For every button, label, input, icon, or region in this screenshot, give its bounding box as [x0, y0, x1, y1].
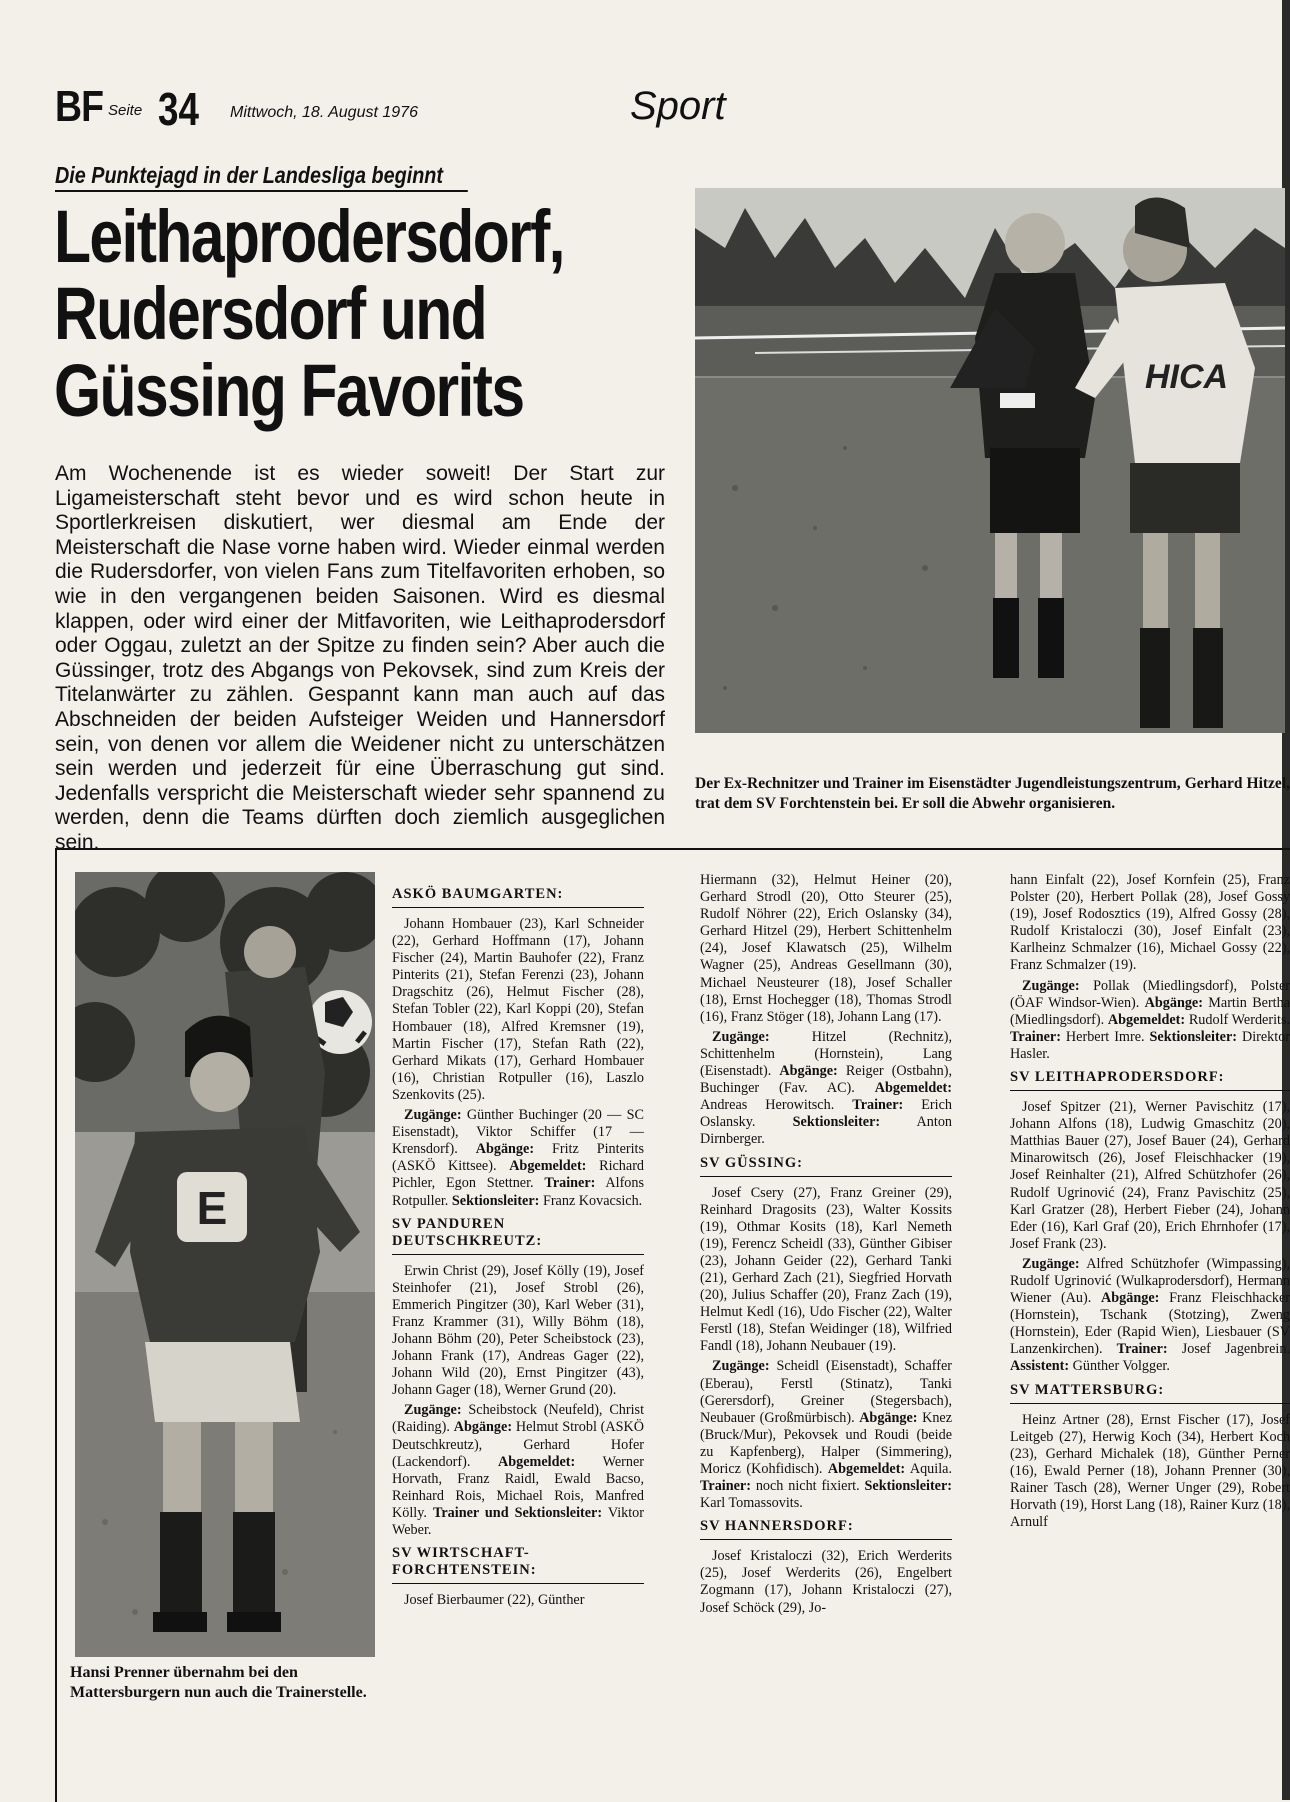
team-heading: SV PANDUREN DEUTSCHKREUTZ: [392, 1216, 644, 1255]
label: Zugänge: [404, 1402, 462, 1419]
headline-line: Güssing Favorits [54, 349, 524, 432]
label: Abgänge: [1144, 994, 1203, 1011]
label: Abgemeldet: [874, 1080, 952, 1097]
abgaenge: Fritz Pinterits (ASKÖ Kittsee). [392, 1141, 644, 1175]
team-players: hann Einfalt (22), Josef Kornfein (25), Franz Polster (20), Herbert Pollak (28), Josef Gossy (19), Josef Rodosztics (19), Alfred Gossy (28), Rudolf Kristaloczi (30), Josef Einfalt (23), Karlheinz Schmalzer (16), Michael Gossy (22), Franz Schmalzer (19). [1010, 872, 1290, 974]
label: Sektionsleiter: [1149, 1028, 1237, 1045]
headline-line: Leithaprodersdorf, [54, 195, 564, 278]
section-title: Sport [630, 84, 726, 128]
sektionsleiter: Karl Tomassovits. [700, 1495, 803, 1512]
label: Abgemeldet: [509, 1158, 587, 1175]
article-kicker: Die Punktejagd in der Landesliga beginnt [55, 160, 468, 192]
zugaenge: Scheibstock (Neufeld), Christ (Raiding). [392, 1402, 645, 1436]
label: Sektionsleiter: [864, 1478, 953, 1495]
abgemeldet: Werner Horvath, Franz Raidl, Ewald Bacso, Reinhard Rois, Michael Rois, Manfred Kölly. [392, 1453, 644, 1521]
trainer: Viktor Weber. [392, 1504, 645, 1538]
abgaenge: Martin Bertha (Miedlingsdorf). [1010, 994, 1290, 1028]
team-players: Heinz Artner (28), Ernst Fischer (17), Josef Leitgeb (27), Herwig Koch (34), Herbert Koch (23), Gerhard Michalek (18), Günther Perner (16), Ewald Perner (18), Johann Prenner (30), Rainer Tasch (28), Werner Unger (29), Robert Horvath (19), Horst Lang (18), Rainer Kurz (18), Arnulf [1010, 1411, 1290, 1531]
team-heading: SV WIRTSCHAFT-FORCHTENSTEIN: [392, 1545, 644, 1584]
roster-column-3 [1010, 872, 1290, 1534]
abgaenge: Franz Fleischhacker (Hornstein), Tschank (Stotzing), Zweng (Hornstein), Eder (Rapid Wien), Liesbauer (SV Lanzenkirchen). [1010, 1290, 1290, 1358]
team-players: Hiermann (32), Helmut Heiner (20), Gerhard Strodl (20), Otto Steurer (25), Rudolf Nöhrer (22), Erich Oslansky (34), Gerhard Hitzel (29), Herbert Schittenhelm (24), Josef Klawatsch (25), Wilhelm Wagner (25), Andreas Gesellmann (30), Michael Neusteurer (18), Josef Schaller (18), Ernst Hochegger (18), Thomas Strodl (16), Franz Stöger (18), Johann Lang (17). [700, 872, 952, 1025]
shirt-emblem: E [196, 1182, 228, 1234]
team-heading: SV LEITHAPRODERSDORF: [1010, 1069, 1290, 1091]
abgemeldet: Richard Pichler, Egon Stettner. [392, 1158, 645, 1192]
label: Sektionsleiter: [451, 1192, 540, 1209]
label: Trainer: [1116, 1341, 1168, 1358]
label: Abgemeldet: [1107, 1011, 1186, 1028]
label: Trainer: [544, 1175, 596, 1192]
team-heading: SV GÜSSING: [700, 1155, 952, 1177]
label: Trainer: [852, 1097, 904, 1114]
photo-caption-prenner: Hansi Prenner übernahm bei den Mattersburgern nun auch die Trainerstelle. [70, 1664, 367, 1701]
team-heading: SV MATTERSBURG: [1010, 1382, 1290, 1404]
trainer: Erich Oslansky. [700, 1097, 952, 1131]
article-headline [54, 195, 564, 432]
label: Abgänge: [475, 1141, 535, 1158]
zugaenge: Alfred Schützhofer (Wimpassing), Rudolf Ugrinović (Wulkaprodersdorf), Hermann Wiener (Au). [1010, 1255, 1290, 1307]
team-transfers [1010, 1256, 1290, 1376]
team-heading: SV HANNERSDORF: [700, 1518, 952, 1540]
abgemeldet: Rudolf Werderits. [1188, 1011, 1290, 1028]
label: Trainer: [1010, 1028, 1061, 1045]
abgemeldet: Andreas Herowitsch. [700, 1097, 835, 1114]
abgaenge: Knez (Bruck/Mur), Pekovsek und Roudi (beide zu Kapfenberg), Halper (Simmering), Moricz (Kohfidisch). [700, 1409, 953, 1477]
label: Zugänge: [404, 1107, 462, 1124]
sektionsleiter: Direktor Hasler. [1010, 1028, 1290, 1062]
zugaenge: Hitzel (Rechnitz), Schittenhelm (Hornstein), Lang (Eisenstadt). [700, 1028, 953, 1080]
photo-referee-and-player [695, 188, 1285, 733]
label: Zugänge: [1022, 1255, 1080, 1272]
team-players: Josef Csery (27), Franz Greiner (29), Reinhard Dragosits (23), Walter Kossits (19), Othmar Kosits (18), Karl Nemeth (19), Ferencz Scheidl (33), Günther Gibiser (23), Johann Geider (22), Gerhard Tanki (21), Gerhard Zach (21), Siegfried Horvath (20), Julius Schaffer (20), Franz Zach (19), Helmut Kedl (16), Udo Fischer (22), Walter Ferstl (18), Stefan Weidinger (18), Wilfried Fandl (18), Johann Neubauer (19). [700, 1184, 952, 1355]
trainer: Alfons Rotpuller. [392, 1175, 644, 1209]
trainer: Herbert Imre. [1065, 1028, 1145, 1045]
team-transfers [1010, 978, 1290, 1063]
team-transfers [392, 1107, 644, 1210]
team-players: Josef Kristaloczi (32), Erich Werderits (25), Josef Werderits (26), Engelbert Zogmann (17), Johann Kristaloczi (27), Josef Schöck (29), Jo- [700, 1548, 952, 1616]
page-label: Seite [108, 102, 143, 119]
zugaenge: Günther Buchinger (20 — SC Eisenstadt), Viktor Schiffer (17 — Krensdorf). [392, 1107, 644, 1158]
assistent: Günther Volgger. [1072, 1358, 1170, 1375]
page-number: 34 [158, 83, 199, 135]
photo-prenner-heading-ball [75, 872, 375, 1657]
team-players: Erwin Christ (29), Josef Kölly (19), Josef Steinhofer (21), Josef Strobl (26), Emmerich Pingitzer (30), Karl Weber (31), Franz Krammer (31), Willy Böhm (18), Johann Böhm (20), Peter Scheibstock (23), Johann Frank (17), Andreas Gager (22), Johann Wild (20), Ernst Pingitzer (43), Johann Gager (18), Werner Grund (20). [392, 1262, 644, 1399]
zugaenge: Pollak (Miedlingsdorf), Polster (ÖAF Windsor-Wien). [1010, 977, 1290, 1011]
label: Abgänge: [859, 1409, 918, 1426]
label: Abgänge: [779, 1063, 838, 1080]
label: Trainer: [700, 1478, 751, 1495]
roster-column-1 [392, 872, 644, 1612]
headline-line: Rudersdorf und [54, 272, 487, 355]
team-heading: ASKÖ BAUMGARTEN: [392, 886, 644, 908]
trainer: Josef Jagenbrein. [1181, 1341, 1290, 1358]
label: Trainer und Sektionsleiter: [432, 1504, 603, 1521]
label: Abgemeldet: [827, 1461, 906, 1477]
sektionsleiter: Franz Kovacsich. [542, 1192, 643, 1209]
roster-column-2 [700, 872, 952, 1620]
label: Zugänge: [712, 1358, 770, 1375]
team-transfers [392, 1402, 644, 1539]
abgaenge: Reiger (Ostbahn), Buchinger (Fav. AC). [700, 1063, 952, 1097]
label: Abgänge: [453, 1419, 513, 1436]
team-players: Josef Bierbaumer (22), Günther [404, 1592, 585, 1609]
team-transfers [700, 1029, 952, 1149]
abgemeldet: Aquila. [909, 1461, 952, 1477]
label: Sektionsleiter: [792, 1114, 881, 1131]
article-lede: Am Wochenende ist es wieder soweit! Der Start zur Ligameisterschaft steht bevor und es wird schon heute in Sportlerkreisen diskutiert, wer diesmal am Ende der Meisterschaft die Nase vorne haben wird. Wieder einmal werden die Rudersdorfer, von vielen Fans zum Titelfavoriten erhoben, so wie in den vergangenen beiden Saisonen. Wird es diesmal klappen, oder wird einer der Mitfavoriten, wie Leithaprodersdorf oder Oggau, zuletzt an der Spitze zu finden sein? Aber auch die Güssinger, trotz des Abgangs von Pekovsek, sind zum Kreis der Titelanwärter zu zählen. Gespannt kann man auch auf das Abschneiden der beiden Aufsteiger Weiden und Hannersdorf sein, von denen vor allem die Weidener nicht zu unterschätzen sein werden und jederzeit für eine Überraschung gut sind. Jedenfalls verspricht die Meisterschaft wieder sehr spannend zu werden, denn die Teams dürften doch ziemlich ausgeglichen sein. [55, 462, 665, 854]
label: Zugänge: [1022, 977, 1080, 994]
abgaenge: Helmut Strobl (ASKÖ Deutschkreutz), Gerhard Hofer (Lackendorf). [392, 1419, 645, 1470]
photo-caption-hitzel: Der Ex-Rechnitzer und Trainer im Eisenstädter Jugendleistungszentrum, Gerhard Hitzel, trat dem SV Forchtenstein bei. Er soll die Abwehr organisieren. [695, 775, 1290, 812]
team-transfers [700, 1358, 952, 1512]
label: Zugänge: [712, 1028, 770, 1045]
label: Abgemeldet: [498, 1453, 576, 1470]
team-players: Johann Hombauer (23), Karl Schneider (22), Gerhard Hoffmann (17), Johann Fischer (24), Martin Bauhofer (22), Franz Pinterits (21), Stefan Ferenzi (23), Johann Dragschitz (26), Helmut Fischer (28), Stefan Tobler (22), Karl Koppi (20), Stefan Hombauer (18), Alfred Kremsner (19), Martin Fischer (17), Stefan Rath (22), Gerhard Mikats (17), Gerhard Hombauer (16), Christian Rotpuller (16), Laszlo Szenkovits (25). [392, 916, 644, 1103]
issue-date: Mittwoch, 18. August 1976 [230, 104, 418, 121]
brand-logo: BF [55, 82, 104, 131]
sektionsleiter: Anton Dirnberger. [700, 1114, 953, 1148]
shirt-lettering: HICA [1145, 358, 1229, 396]
zugaenge: Scheidl (Eisenstadt), Schaffer (Eberau), Ferstl (Stinatz), Tanki (Gerersdorf), Greiner (Stegersbach), Neubauer (Großmürbisch). [700, 1358, 952, 1426]
label: Assistent: [1010, 1358, 1070, 1375]
trainer: noch nicht fixiert. [755, 1478, 860, 1495]
label: Abgänge: [1101, 1290, 1160, 1307]
team-players: Josef Spitzer (21), Werner Pavischitz (17), Johann Alfons (18), Ludwig Gmaschitz (20), Matthias Bauer (27), Josef Bauer (24), Gerhard Minarowitsch (26), Josef Fleischhacker (19), Josef Reinhalter (21), Alfred Schützhofer (26), Rudolf Ugrinović (24), Franz Pavischitz (25), Karl Gratzer (28), Herbert Fieber (24), Johann Eder (16), Karl Graf (20), Erich Ehrnhofer (17), Josef Frank (23). [1010, 1099, 1290, 1252]
